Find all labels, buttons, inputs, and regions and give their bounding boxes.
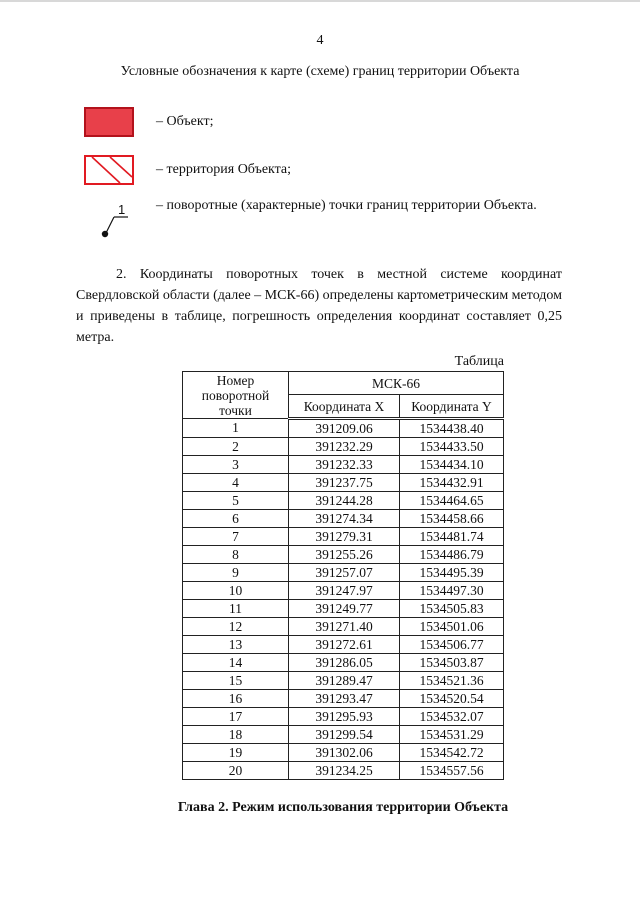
cell-coord-x: 391289.47 [289, 672, 400, 690]
cell-point-number: 15 [183, 672, 289, 690]
coordinates-paragraph: 2. Координаты поворотных точек в местной системе координат Свердловской области (далее – МСК-66) определены картометрическим методом и приведены в таблице, погрешность определения координат составляет 0,25 метра. [76, 267, 563, 345]
table-row [183, 726, 504, 744]
table-row [183, 708, 504, 726]
cell-coord-y: 1534495.39 [400, 564, 504, 582]
cell-coord-x: 391247.97 [289, 582, 400, 600]
cell-coord-x: 391302.06 [289, 744, 400, 762]
table-row [183, 672, 504, 690]
cell-point-number: 8 [183, 546, 289, 564]
table-body [183, 419, 504, 780]
cell-point-number: 5 [183, 492, 289, 510]
cell-coord-x: 391244.28 [289, 492, 400, 510]
table-row [183, 474, 504, 492]
header-point-number: Номер поворотной точки [183, 372, 289, 419]
chapter-heading: Глава 2. Режим использования территории Объекта [177, 800, 509, 815]
table-row [183, 690, 504, 708]
cell-point-number: 12 [183, 618, 289, 636]
table-row [183, 456, 504, 474]
table-row [183, 492, 504, 510]
top-border-line [0, 0, 640, 2]
cell-point-number: 17 [183, 708, 289, 726]
cell-point-number: 14 [183, 654, 289, 672]
cell-coord-x: 391237.75 [289, 474, 400, 492]
cell-coord-y: 1534497.30 [400, 582, 504, 600]
legend-item-territory [84, 153, 291, 187]
cell-point-number: 3 [183, 456, 289, 474]
turning-point-marker-icon [84, 198, 136, 228]
cell-coord-y: 1534434.10 [400, 456, 504, 474]
table-row [183, 654, 504, 672]
coordinates-table [182, 371, 504, 780]
cell-coord-x: 391295.93 [289, 708, 400, 726]
cell-coord-y: 1534503.87 [400, 654, 504, 672]
territory-symbol-icon [84, 155, 136, 185]
header-coord-y: Координата Y [400, 395, 504, 419]
header-coordinate-system: МСК-66 [289, 372, 504, 395]
cell-coord-x: 391232.29 [289, 438, 400, 456]
cell-coord-x: 391209.06 [289, 419, 400, 438]
cell-point-number: 2 [183, 438, 289, 456]
table-row [183, 582, 504, 600]
legend-item-turning-point [84, 196, 537, 230]
cell-point-number: 7 [183, 528, 289, 546]
table-row [183, 762, 504, 780]
cell-coord-y: 1534432.91 [400, 474, 504, 492]
table-row [183, 438, 504, 456]
legend-item-object [84, 105, 213, 139]
cell-coord-x: 391255.26 [289, 546, 400, 564]
cell-point-number: 11 [183, 600, 289, 618]
cell-coord-y: 1534486.79 [400, 546, 504, 564]
table-row [183, 744, 504, 762]
cell-point-number: 6 [183, 510, 289, 528]
cell-point-number: 18 [183, 726, 289, 744]
cell-point-number: 4 [183, 474, 289, 492]
table-row [183, 564, 504, 582]
table-row [183, 528, 504, 546]
cell-point-number: 1 [183, 419, 289, 438]
cell-coord-x: 391286.05 [289, 654, 400, 672]
cell-coord-y: 1534506.77 [400, 636, 504, 654]
cell-coord-y: 1534505.83 [400, 600, 504, 618]
cell-coord-y: 1534458.66 [400, 510, 504, 528]
object-symbol-icon [84, 107, 136, 137]
cell-coord-y: 1534542.72 [400, 744, 504, 762]
cell-coord-y: 1534481.74 [400, 528, 504, 546]
cell-coord-x: 391274.34 [289, 510, 400, 528]
cell-coord-y: 1534464.65 [400, 492, 504, 510]
legend-item-label: – Объект; [156, 114, 214, 129]
cell-coord-y: 1534532.07 [400, 708, 504, 726]
cell-coord-x: 391272.61 [289, 636, 400, 654]
legend-item-label: – территория Объекта; [156, 162, 292, 177]
cell-coord-x: 391257.07 [289, 564, 400, 582]
cell-coord-x: 391249.77 [289, 600, 400, 618]
header-coord-x: Координата X [289, 395, 400, 419]
marker-number: 1 [118, 202, 126, 217]
table-row [183, 618, 504, 636]
cell-point-number: 20 [183, 762, 289, 780]
cell-point-number: 10 [183, 582, 289, 600]
table-caption: Таблица [454, 354, 504, 369]
table-row [183, 600, 504, 618]
cell-coord-y: 1534438.40 [400, 419, 504, 438]
legend-item-label: – поворотные (характерные) точки границ территории Объекта. [156, 198, 537, 213]
cell-coord-y: 1534520.54 [400, 690, 504, 708]
legend-title: Условные обозначения к карте (схеме) границ территории Объекта [120, 64, 520, 79]
cell-point-number: 19 [183, 744, 289, 762]
cell-coord-y: 1534521.36 [400, 672, 504, 690]
cell-coord-x: 391279.31 [289, 528, 400, 546]
cell-coord-x: 391232.33 [289, 456, 400, 474]
page-number: 4 [316, 33, 324, 48]
cell-point-number: 13 [183, 636, 289, 654]
table-row [183, 546, 504, 564]
cell-point-number: 9 [183, 564, 289, 582]
cell-coord-x: 391234.25 [289, 762, 400, 780]
cell-coord-y: 1534501.06 [400, 618, 504, 636]
cell-coord-x: 391271.40 [289, 618, 400, 636]
table-row [183, 636, 504, 654]
cell-point-number: 16 [183, 690, 289, 708]
cell-coord-y: 1534557.56 [400, 762, 504, 780]
table-row [183, 510, 504, 528]
table-row [183, 419, 504, 438]
cell-coord-x: 391299.54 [289, 726, 400, 744]
cell-coord-x: 391293.47 [289, 690, 400, 708]
cell-coord-y: 1534531.29 [400, 726, 504, 744]
cell-coord-y: 1534433.50 [400, 438, 504, 456]
